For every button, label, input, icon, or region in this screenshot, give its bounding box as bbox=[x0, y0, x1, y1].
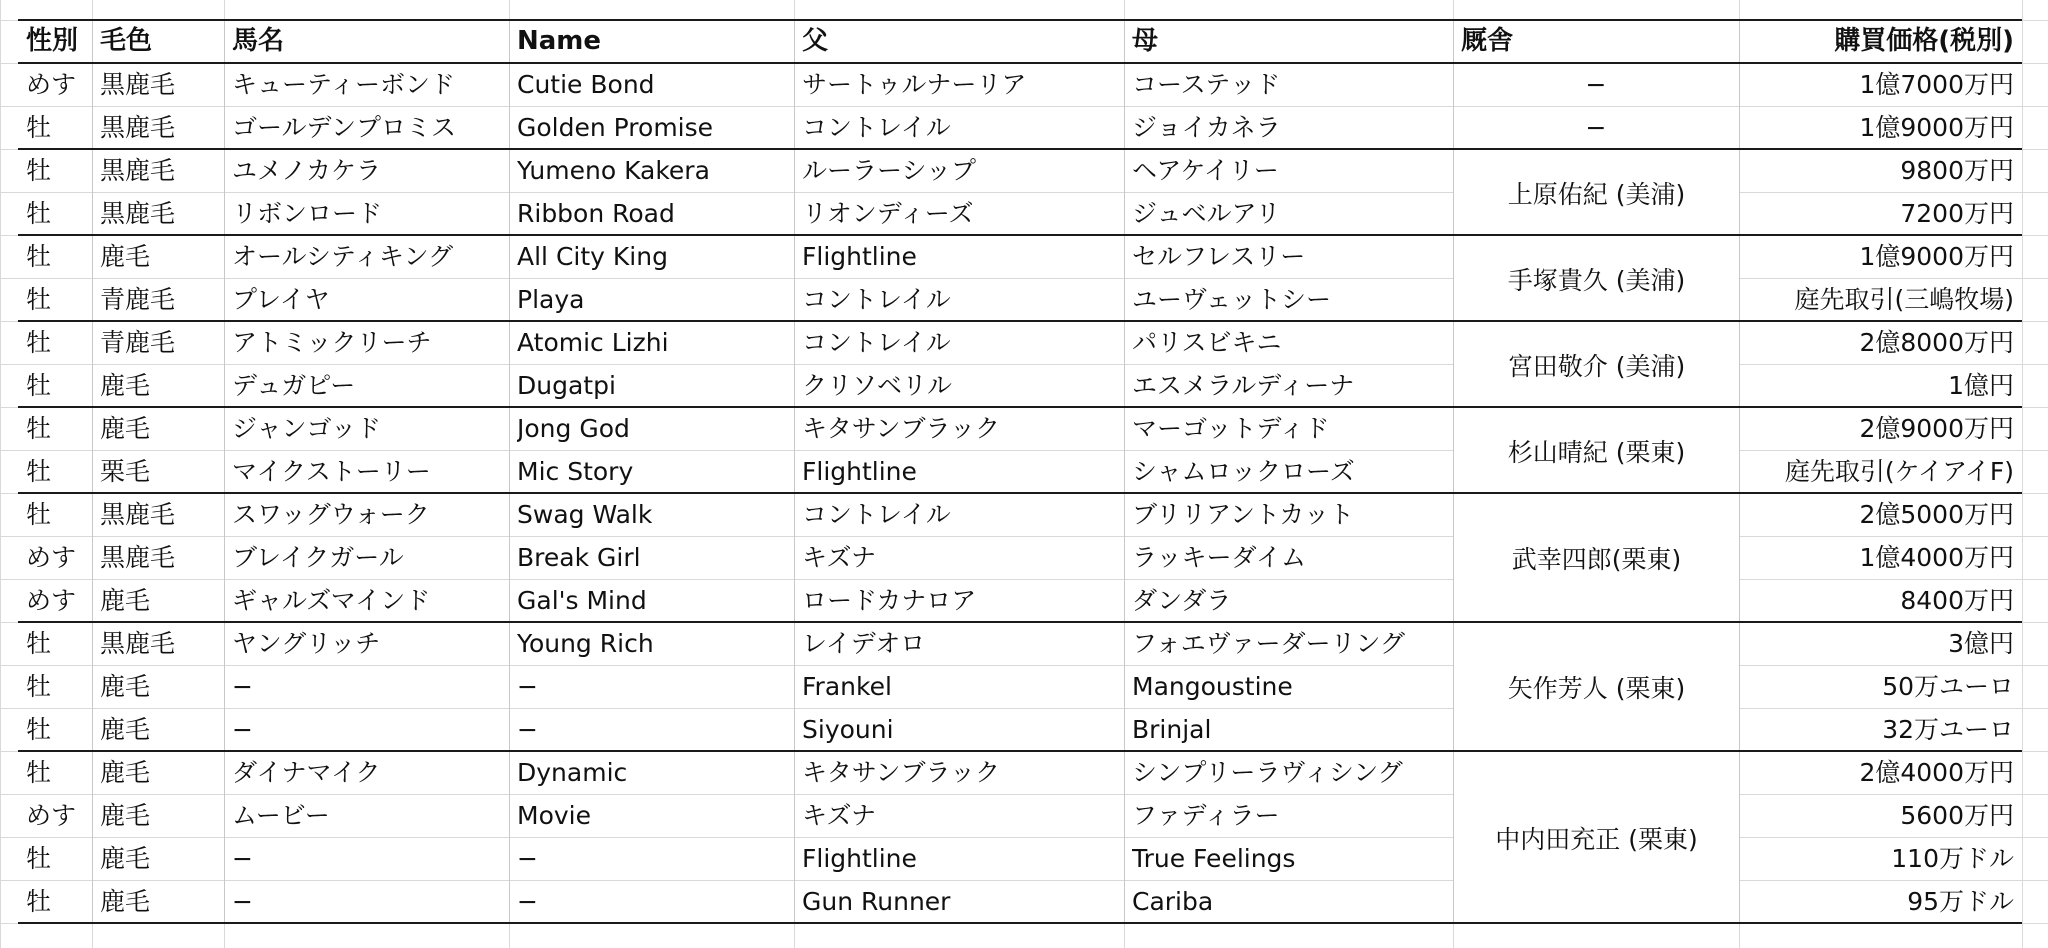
table-cell: パリスビキニ bbox=[1132, 328, 1282, 357]
table-cell: Ribbon Road bbox=[517, 199, 675, 228]
table-group-border bbox=[18, 492, 2022, 494]
table-cell: 牡 bbox=[26, 371, 52, 400]
table-cell: ヘアケイリー bbox=[1132, 156, 1279, 185]
table-cell: 8400万円 bbox=[1900, 586, 2014, 615]
table-cell: コーステッド bbox=[1132, 70, 1281, 99]
table-cell: 牡 bbox=[26, 844, 52, 873]
table-cell: めす bbox=[26, 70, 77, 99]
table-cell: − bbox=[232, 672, 253, 701]
table-cell: コントレイル bbox=[802, 285, 951, 314]
table-cell: ロードカナロア bbox=[802, 586, 977, 615]
table-cell: 青鹿毛 bbox=[100, 328, 176, 357]
table-cell: Dynamic bbox=[517, 758, 628, 787]
stable-merged-cell: 上原佑紀 (美浦) bbox=[1454, 151, 1739, 234]
table-cell: めす bbox=[26, 801, 77, 830]
table-cell: Cariba bbox=[1132, 887, 1214, 916]
column-header: 厩舎 bbox=[1461, 26, 1514, 56]
table-cell: 黒鹿毛 bbox=[100, 70, 176, 99]
table-cell: 鹿毛 bbox=[100, 371, 151, 400]
table-cell: − bbox=[232, 844, 253, 873]
column-header: 性別 bbox=[26, 26, 79, 56]
table-cell: 鹿毛 bbox=[100, 887, 151, 916]
table-cell: ジョイカネラ bbox=[1132, 113, 1281, 142]
table-cell: 鹿毛 bbox=[100, 586, 151, 615]
column-header: 毛色 bbox=[100, 26, 153, 56]
column-header: 馬名 bbox=[232, 26, 285, 56]
table-cell: − bbox=[517, 887, 538, 916]
table-cell: コントレイル bbox=[802, 113, 951, 142]
table-cell: 50万ユーロ bbox=[1882, 672, 2014, 701]
grid-line-vertical bbox=[0, 0, 1, 948]
table-cell: 牡 bbox=[26, 156, 52, 185]
table-cell: ムービー bbox=[232, 801, 330, 830]
table-cell: 5600万円 bbox=[1900, 801, 2014, 830]
table-cell: スワッグウォーク bbox=[232, 500, 430, 529]
stable-merged-cell: 宮田敬介 (美浦) bbox=[1454, 323, 1739, 406]
table-cell: Yumeno Kakera bbox=[517, 156, 710, 185]
table-cell: コントレイル bbox=[802, 500, 951, 529]
table-cell: ダイナマイク bbox=[232, 758, 381, 787]
table-cell: Break Girl bbox=[517, 543, 641, 572]
table-cell: ブレイクガール bbox=[232, 543, 404, 572]
table-cell: Siyouni bbox=[802, 715, 894, 744]
table-cell: フォエヴァーダーリング bbox=[1132, 629, 1406, 658]
table-cell: 鹿毛 bbox=[100, 715, 151, 744]
table-cell: リボンロード bbox=[232, 199, 383, 228]
table-cell: − bbox=[1585, 113, 1607, 142]
table-cell: 鹿毛 bbox=[100, 758, 151, 787]
column-header: 母 bbox=[1132, 26, 1159, 56]
table-cell: セルフレスリー bbox=[1132, 242, 1306, 271]
table-cell: アトミックリーチ bbox=[232, 328, 432, 357]
table-cell: 牡 bbox=[26, 414, 52, 443]
table-cell: 牡 bbox=[26, 113, 52, 142]
table-cell: Mangoustine bbox=[1132, 672, 1293, 701]
table-cell: − bbox=[517, 672, 538, 701]
stable-merged-cell: 矢作芳人 (栗東) bbox=[1454, 624, 1739, 750]
table-cell: Young Rich bbox=[517, 629, 654, 658]
table-cell: デュガピー bbox=[232, 371, 356, 400]
table-cell: Dugatpi bbox=[517, 371, 616, 400]
table-cell: 95万ドル bbox=[1907, 887, 2014, 916]
table-cell: めす bbox=[26, 586, 77, 615]
table-cell: キズナ bbox=[802, 801, 877, 830]
table-cell: 青鹿毛 bbox=[100, 285, 176, 314]
table-cell: − bbox=[232, 715, 253, 744]
table-cell: 2億4000万円 bbox=[1859, 758, 2014, 787]
table-cell: 牡 bbox=[26, 629, 52, 658]
table-cell: 黒鹿毛 bbox=[100, 113, 176, 142]
table-cell: 1億9000万円 bbox=[1859, 113, 2014, 142]
table-cell: 黒鹿毛 bbox=[100, 500, 176, 529]
stable-merged-cell: 杉山晴紀 (栗東) bbox=[1454, 409, 1739, 492]
table-cell: キタサンブラック bbox=[802, 414, 1001, 443]
column-header: Name bbox=[517, 26, 602, 56]
column-header: 購買価格(税別) bbox=[1834, 26, 2014, 56]
table-cell: ゴールデンプロミス bbox=[232, 113, 457, 142]
table-cell: ジャンゴッド bbox=[232, 414, 382, 443]
table-cell: ギャルズマインド bbox=[232, 586, 431, 615]
table-cell: シンプリーラヴィシング bbox=[1132, 758, 1403, 787]
table-cell: エスメラルディーナ bbox=[1132, 371, 1355, 400]
table-cell: − bbox=[1585, 70, 1607, 99]
table-cell: True Feelings bbox=[1132, 844, 1296, 873]
table-group-border bbox=[18, 320, 2022, 322]
table-cell: オールシティキング bbox=[232, 242, 454, 271]
stable-merged-cell: 武幸四郎(栗東) bbox=[1454, 495, 1739, 621]
table-cell: 牡 bbox=[26, 457, 52, 486]
table-cell: 庭先取引(三嶋牧場) bbox=[1794, 285, 2014, 314]
table-cell: マイクストーリー bbox=[232, 457, 431, 486]
table-cell: Brinjal bbox=[1132, 715, 1212, 744]
table-group-border bbox=[18, 148, 2022, 150]
table-cell: 3億円 bbox=[1948, 629, 2014, 658]
table-column-border bbox=[1124, 20, 1125, 923]
table-cell: 2億9000万円 bbox=[1859, 414, 2014, 443]
table-cell: 黒鹿毛 bbox=[100, 199, 176, 228]
table-cell: Flightline bbox=[802, 457, 917, 486]
table-cell: Flightline bbox=[802, 242, 917, 271]
table-cell: Gun Runner bbox=[802, 887, 951, 916]
table-cell: 黒鹿毛 bbox=[100, 629, 176, 658]
table-group-border bbox=[18, 922, 2022, 924]
table-column-border bbox=[1739, 20, 1740, 923]
table-cell: Atomic Lizhi bbox=[517, 328, 669, 357]
table-cell: Flightline bbox=[802, 844, 917, 873]
table-cell: Swag Walk bbox=[517, 500, 653, 529]
table-cell: ラッキーダイム bbox=[1132, 543, 1307, 572]
table-cell: 牡 bbox=[26, 199, 52, 228]
table-cell: 2億8000万円 bbox=[1859, 328, 2014, 357]
table-cell: キタサンブラック bbox=[802, 758, 1001, 787]
table-cell: 1億9000万円 bbox=[1859, 242, 2014, 271]
table-cell: 鹿毛 bbox=[100, 414, 151, 443]
table-column-border bbox=[509, 20, 510, 923]
table-cell: 鹿毛 bbox=[100, 844, 151, 873]
table-cell: めす bbox=[26, 543, 77, 572]
table-cell: − bbox=[232, 887, 253, 916]
table-group-border bbox=[18, 234, 2022, 236]
table-cell: 黒鹿毛 bbox=[100, 156, 176, 185]
table-cell: − bbox=[517, 715, 538, 744]
table-cell: シャムロックローズ bbox=[1132, 457, 1355, 486]
table-cell: 牡 bbox=[26, 242, 52, 271]
table-cell: All City King bbox=[517, 242, 668, 271]
table-cell: レイデオロ bbox=[802, 629, 926, 658]
table-cell: 鹿毛 bbox=[100, 672, 151, 701]
table-cell: 牡 bbox=[26, 285, 52, 314]
table-cell: プレイヤ bbox=[232, 285, 330, 314]
table-cell: 鹿毛 bbox=[100, 242, 151, 271]
table-cell: クリソベリル bbox=[802, 371, 953, 400]
table-cell: 7200万円 bbox=[1900, 199, 2014, 228]
table-cell: 9800万円 bbox=[1900, 156, 2014, 185]
table-cell: リオンディーズ bbox=[802, 199, 974, 228]
table-cell: Gal's Mind bbox=[517, 586, 647, 615]
table-cell: ブリリアントカット bbox=[1132, 500, 1355, 529]
table-cell: 1億4000万円 bbox=[1859, 543, 2014, 572]
table-cell: 牡 bbox=[26, 715, 52, 744]
table-cell: 32万ユーロ bbox=[1882, 715, 2014, 744]
table-cell: 1億円 bbox=[1948, 371, 2014, 400]
table-cell: キューティーボンド bbox=[232, 70, 456, 99]
table-cell: 庭先取引(ケイアイF) bbox=[1784, 457, 2014, 486]
table-cell: ヤングリッチ bbox=[232, 629, 381, 658]
table-column-border bbox=[92, 20, 93, 923]
table-column-border bbox=[794, 20, 795, 923]
table-group-border bbox=[18, 19, 2022, 21]
table-cell: 牡 bbox=[26, 758, 52, 787]
table-cell: ユメノカケラ bbox=[232, 156, 382, 185]
table-group-border bbox=[18, 750, 2022, 752]
stable-merged-cell: 手塚貴久 (美浦) bbox=[1454, 237, 1739, 320]
table-column-border bbox=[224, 20, 225, 923]
table-cell: 栗毛 bbox=[100, 457, 151, 486]
table-cell: コントレイル bbox=[802, 328, 951, 357]
table-cell: Cutie Bond bbox=[517, 70, 655, 99]
table-cell: マーゴットディド bbox=[1132, 414, 1330, 443]
table-cell: − bbox=[517, 844, 538, 873]
table-cell: Golden Promise bbox=[517, 113, 714, 142]
table-cell: 牡 bbox=[26, 887, 52, 916]
table-cell: Frankel bbox=[802, 672, 892, 701]
table-cell: Mic Story bbox=[517, 457, 634, 486]
table-group-border bbox=[18, 62, 2022, 64]
stable-merged-cell: 中内田充正 (栗東) bbox=[1454, 753, 1739, 922]
table-cell: ファディラー bbox=[1132, 801, 1280, 830]
table-cell: 牡 bbox=[26, 328, 52, 357]
table-cell: 110万ドル bbox=[1891, 844, 2014, 873]
table-cell: Playa bbox=[517, 285, 585, 314]
table-cell: サートゥルナーリア bbox=[802, 70, 1027, 99]
table-cell: Movie bbox=[517, 801, 591, 830]
table-cell: 鹿毛 bbox=[100, 801, 151, 830]
table-cell: ユーヴェットシー bbox=[1132, 285, 1332, 314]
table-cell: ジュベルアリ bbox=[1132, 199, 1281, 228]
table-group-border bbox=[18, 406, 2022, 408]
column-header: 父 bbox=[802, 26, 829, 56]
table-cell: 牡 bbox=[26, 672, 52, 701]
table-cell: 2億5000万円 bbox=[1859, 500, 2014, 529]
table-cell: ダンダラ bbox=[1132, 586, 1232, 615]
table-group-border bbox=[18, 621, 2022, 623]
table-cell: Jong God bbox=[517, 414, 630, 443]
table-cell: 1億7000万円 bbox=[1859, 70, 2014, 99]
grid-line-vertical bbox=[2022, 0, 2023, 948]
table-column-border bbox=[1453, 20, 1454, 923]
table-cell: 黒鹿毛 bbox=[100, 543, 176, 572]
table-cell: キズナ bbox=[802, 543, 877, 572]
table-cell: 牡 bbox=[26, 500, 52, 529]
table-cell: ルーラーシップ bbox=[802, 156, 977, 185]
